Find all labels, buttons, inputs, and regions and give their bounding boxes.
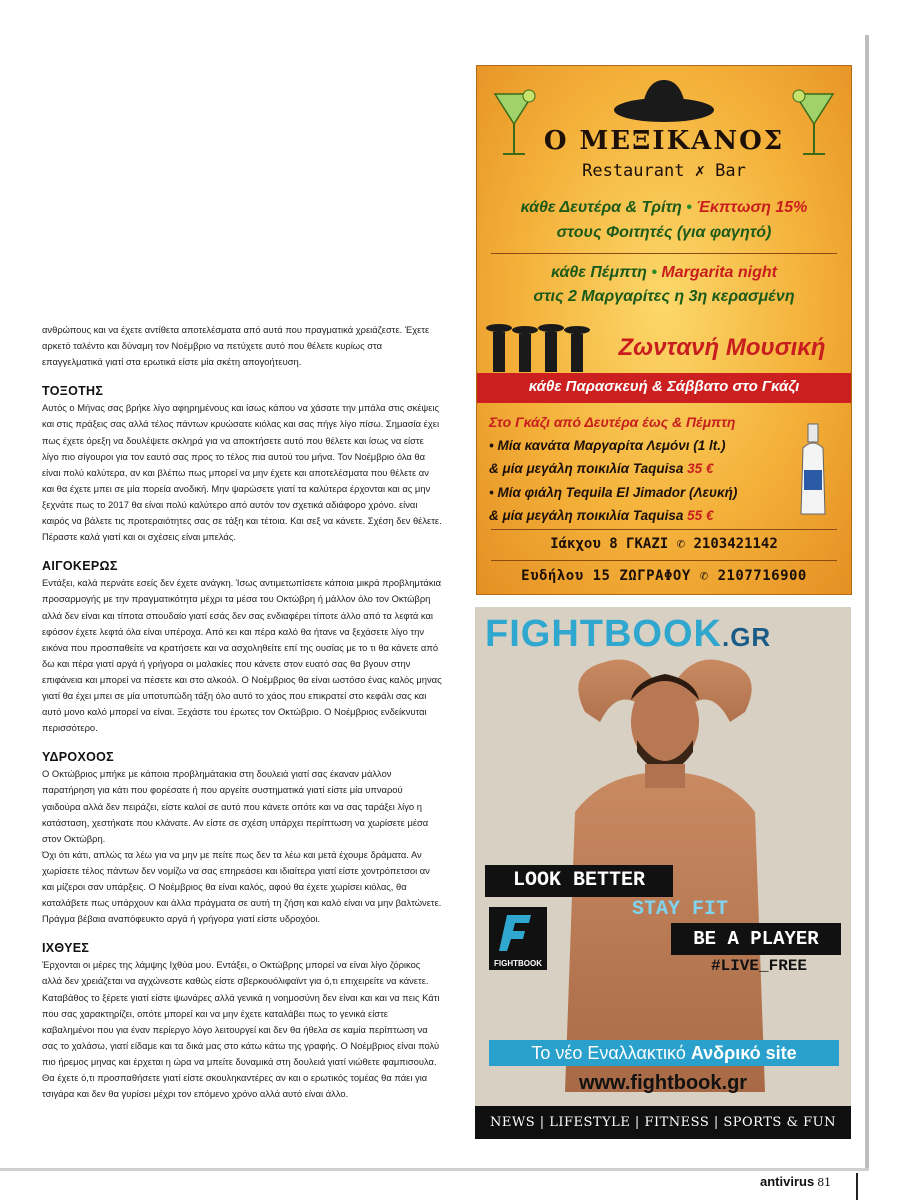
offer-taquisa-1 (489, 461, 713, 476)
intro-paragraph: ανθρώπους και να έχετε αντίθετα αποτελέσματα από αυτά που πραγματικά χρειάζεστε. Έχετε αρκετό ταλέντο και δύναμη τον Νοέμβριο να πετύχετε αυτό που θέλετε κυρίως στα επαγγελματικά γιατί στα ερωτικά είστε μία σκέτη απογοήτευση. (42, 324, 430, 368)
section-text-aquarius: Ο Οκτώβριος μπήκε με κάποια προβλημάτακια στη δουλειά γιατί σας έκαναν μάλλον παρατήρηση για κάτι που φορέσατε ή που αργείτε συστηματικά γιατί είστε μία υπναρού γαιδούρα αλλά δεν πειράζει, είστε καλοί σε αυτό που κάνετε οπότε και να σας ταράξει λίγο η κατάσταση, χεστήκατε που κλάνατε. Αν είστε σε σχέση υπάρχει περίπτωση να χωρίσετε μέσα στον Οκτώβρη. (42, 768, 429, 844)
mariachi-band-icon (485, 318, 595, 374)
offer-price-2: 55 € (687, 508, 714, 523)
bullet-dot: • (686, 199, 692, 216)
slogan-look-better: LOOK BETTER (485, 865, 673, 897)
fightbook-ad[interactable] (475, 607, 851, 1139)
offer-taquisa-text: & μία μεγάλη ποικιλία Taquisa (489, 508, 684, 523)
offer-discount: Έκπτωση 15% (696, 199, 808, 216)
fightbook-title-main: FIGHTBOOK (485, 613, 722, 655)
offer-students: στους Φοιτητές (για φαγητό) (556, 224, 772, 241)
slogan-be-a-player: BE A PLAYER (671, 923, 841, 955)
slogan-stay-fit: STAY FIT (631, 898, 728, 921)
tequila-bottle-icon (795, 422, 831, 518)
section-text-aquarius-2: Όχι ότι κάτι, απλώς τα λέω για να μην με πείτε πως δεν τα λέω και μετά έχουμε δράματα. Αν χωρίσετε τέλος πάντων δεν νομίζω να σας επηρεάσει και ιδιαίτερα γιατί είστε χοντρόπετσοι αν και μίζεροι σαν υπάρξεις. Ο Νοέμβριος θα είναι καλός, αφού θα έχετε χωρίσει κιόλας, θα καταλάβετε πως υπάρχουν και άλλα πράγματα σε αυτή τη ζήση και καλό είναι να μην βαλτώνετε. Πράγμα βέβαια αναπόφευκτο αργά ή γρήγορα γιατί είστε υδροχόοι. (42, 848, 442, 925)
offer-taquisa-text: & μία μεγάλη ποικιλία Taquisa (489, 461, 684, 476)
section-title-pisces: ΙΧΘΥΕΣ (42, 941, 90, 956)
section-title-sagittarius: ΤΟΞΟΤΗΣ (42, 384, 104, 399)
section-text-capricorn: Εντάξει, καλά περνάτε εσείς δεν έχετε ανάγκη. Ίσως αντιμετωπίσετε κάποια μικρά προβλημτάκια προσαρμογής με την πραγματικότητα μέχρι τα μέσα του Οκτώβρη ή μάλλον όλο τον Οκτώβρη αλλά δεν είναι και τίποτα σπουδαίο γιατί εσάς δεν σας ενδιαφέρει τίποτε άλλο από τα λεφτά και εφόσον έχετε λεφτά όλα είναι υπέροχα. Από κει και πέρα καλό θα ήτανε να ξεχάσετε λίγο την εικόνα που προσπαθείτε να κρατήσετε και να ασχοληθείτε επί της ουσίας με το τι θα κάνετε από δω και πέρα γιατί αργά ή γρήγορα οι μαλακίες που κάνετε στον ευατό σας θα βγουν στην επιφάνεια και μπορεί να πέσετε και στο αλκοόλ. Ο Νοέμβριος θα είναι ωστόσο ένας καλός μηνας γιατί θα έχει μπει σε μία υποτυπώδη τάξη όλο αυτό το χάος που επικρατεί στο κεφάλι σας και αυτό μονο καλό μπορεί να είναι. Ξεχάστε του έρωτες τον Οκτώβριο. Ο Νοέμβριος ενδείκνυται περισσότερο. (42, 577, 442, 734)
offer-day: κάθε Πέμπτη (551, 264, 647, 281)
offer-tequila-bottle: • Μία φιάλη Tequila El Jimador (Λευκή) (489, 485, 738, 500)
sombrero-icon (612, 76, 716, 126)
gazi-offer-title: Στο Γκάζι από Δευτέρα έως & Πέμπτη (489, 414, 736, 430)
divider (491, 253, 837, 254)
horoscope-column (42, 322, 442, 1102)
offer-taquisa-2 (489, 508, 713, 523)
magazine-name: antivirus (760, 1174, 815, 1189)
offer-thursday (477, 264, 851, 282)
fightbook-title (485, 613, 771, 656)
restaurant-brand: Ο ΜΕΞΙΚΑΝΟΣ (543, 126, 785, 156)
bullet-dot: • (651, 264, 657, 281)
fightbook-tagline (489, 1040, 839, 1066)
fightbook-title-tld: .GR (721, 622, 772, 652)
fightbook-logo-label: FIGHTBOOK (489, 957, 547, 970)
divider (491, 560, 837, 561)
address-gazi: Ιάκχου 8 ΓΚΑΖΙ ✆ 2103421142 (550, 536, 778, 552)
fightbook-nav: NEWS | LIFESTYLE | FITNESS | SPORTS & FUN (475, 1106, 851, 1139)
section-title-aquarius: ΥΔΡΟΧΟΟΣ (42, 750, 114, 765)
restaurant-ad[interactable] (476, 65, 852, 595)
page-footer (760, 1174, 831, 1189)
page-frame-bottom (0, 1168, 869, 1171)
live-music-title: Ζωντανή Μουσική (618, 334, 826, 361)
tagline-text: Το νέο Εναλλακτικό (531, 1043, 691, 1063)
offer-margarita-deal: στις 2 Μαργαρίτες η 3η κερασμένη (533, 288, 795, 305)
hashtag-live-free: #LIVE_FREE (711, 957, 808, 975)
restaurant-subtitle: Restaurant ✗ Bar (582, 161, 746, 181)
fightbook-logo-icon (489, 907, 547, 957)
address-zografou: Ευδήλου 15 ΖΩΓΡΑΦΟΥ ✆ 2107716900 (521, 568, 807, 584)
tagline-emphasis: Ανδρικό site (690, 1043, 797, 1063)
offer-days: κάθε Δευτέρα & Τρίτη (520, 199, 682, 216)
fightbook-url[interactable]: www.fightbook.gr (578, 1072, 748, 1094)
section-title-capricorn: ΑΙΓΟΚΕΡΩΣ (42, 559, 118, 574)
section-text-sagittarius: Αυτός ο Μήνας σας βρήκε λίγο αφηρημένους και ίσως κάπου να χάσατε την μπάλα στις σκέψεις και στις πράξεις σας αλλά τέλος πάντων κρυώσατε κιόλας και σας πήγε λίγο πίσω. Σημασία έχει πως έχετε όρεξη να δουλέψετε σκληρά για να αποκτήσετε αυτό που θέλετε και ίσως να είστε λίγο πιο σίγουροι για τον εαυτό σας προς το τέλος πια αυτού του μήνα. Τον Νοέμβριο όλα θα είναι πολύ καλύτερα, αν και βλέπω πως μπορεί να μην έχετε και αποτελέσματα που θέλετε αν και θα έχετε μπει σε μία πορεία ανοδική. Μην ψαρώσετε γιατί τα καλύτερα έρχονται και ας μην ξεχνάτε πως το 2017 θα είναι πολύ καλύτερο από αυτόν τον σχετικά αδιάφορο χρόνο. είναι καιρός να βάλετε τις προτεραιότητες σας σε τάξη και τέτοια. Και σεξ να κάνετε. Σχέση δεν θέλετε. Πέραστε καλά γιατί και οι σχέσεις είναι μπελάς. (42, 402, 442, 543)
section-text-pisces: Έρχονται οι μέρες της λάμψης Ιχθύα μου. Εντάξει, ο Οκτώβρης μπορεί να είναι λίγο ζόρικος αλλά δεν χρειάζεται να αγχώνεστε καθώς είστε σβερκουόλιφαϊντ για ό,τι επιχειρείτε να κάνετε. Καταβάθος το ξέρετε γιατί είστε ψωνάρες αλλά γενικά η νοημοσύνη δεν είναι και και να πεις Κάτι που σας χαρακτηρίζει, οπότε μπορεί και να μην έχετε καταλάβει πως το γενικά είστε καβαλημένοι που για έναν περίεργο λόγο λειτουργεί και δεν θα ήθελα σε καμία περίπτωση να σας το χαλάσω, γιατί είδαμε και τα δικά μας στο κάτω κάτω της γραφής. Ο Νοέμβριος είναι πολύ πιο ήρεμος μηνας και έρχεται η ώρα να μπείτε δυναμικά στη δουλειά γιατί νιώθετε φαμπισουλα. Θα έχετε ό,τι προσπαθήσετε γιατί είστε σκουληκαντέρες αν και ο ερωτικός τομέας θα πάει για τσιγάρα και δεν θα γυρίσει μέχρι τον επόμενο χρόνο αλλά αυτό είναι άλλο. (42, 959, 440, 1100)
offer-margarita-night: Margarita night (661, 264, 777, 281)
divider (491, 529, 837, 530)
offer-margarita-jug: • Μία κανάτα Μαργαρίτα Λεμόνι (1 lt.) (489, 438, 726, 453)
offer-price-1: 35 € (687, 461, 714, 476)
page-number: 81 (817, 1176, 832, 1189)
weekend-band-text: κάθε Παρασκευή & Σάββατο στο Γκάζι (528, 378, 800, 395)
page-frame-right (865, 35, 869, 1170)
footer-divider (856, 1173, 858, 1200)
offer-monday-tuesday (477, 199, 851, 217)
